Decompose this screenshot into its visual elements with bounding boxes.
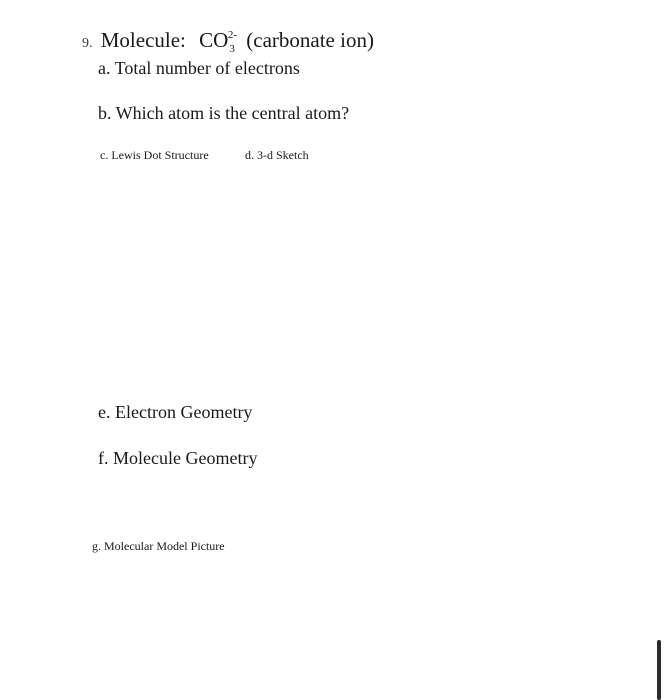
vertical-scrollbar-thumb[interactable] (657, 640, 661, 700)
question-number: 9. (82, 36, 93, 51)
formula-base: CO (199, 28, 229, 52)
molecule-formula (199, 28, 241, 55)
formula-subscript: 3 (229, 43, 235, 55)
question-heading (82, 28, 374, 55)
part-g-molecular-model-picture: g. Molecular Model Picture (92, 539, 225, 553)
formula-charge: 2- (227, 29, 237, 41)
part-a-total-electrons: a. Total number of electrons (98, 58, 300, 78)
part-d-3d-sketch: d. 3-d Sketch (245, 148, 309, 162)
molecule-name: (carbonate ion) (246, 28, 374, 52)
molecule-label: Molecule: (100, 28, 186, 52)
part-f-molecule-geometry: f. Molecule Geometry (98, 448, 258, 468)
part-c-lewis-dot-structure: c. Lewis Dot Structure (100, 148, 209, 162)
part-e-electron-geometry: e. Electron Geometry (98, 402, 253, 422)
part-b-central-atom: b. Which atom is the central atom? (98, 103, 350, 123)
